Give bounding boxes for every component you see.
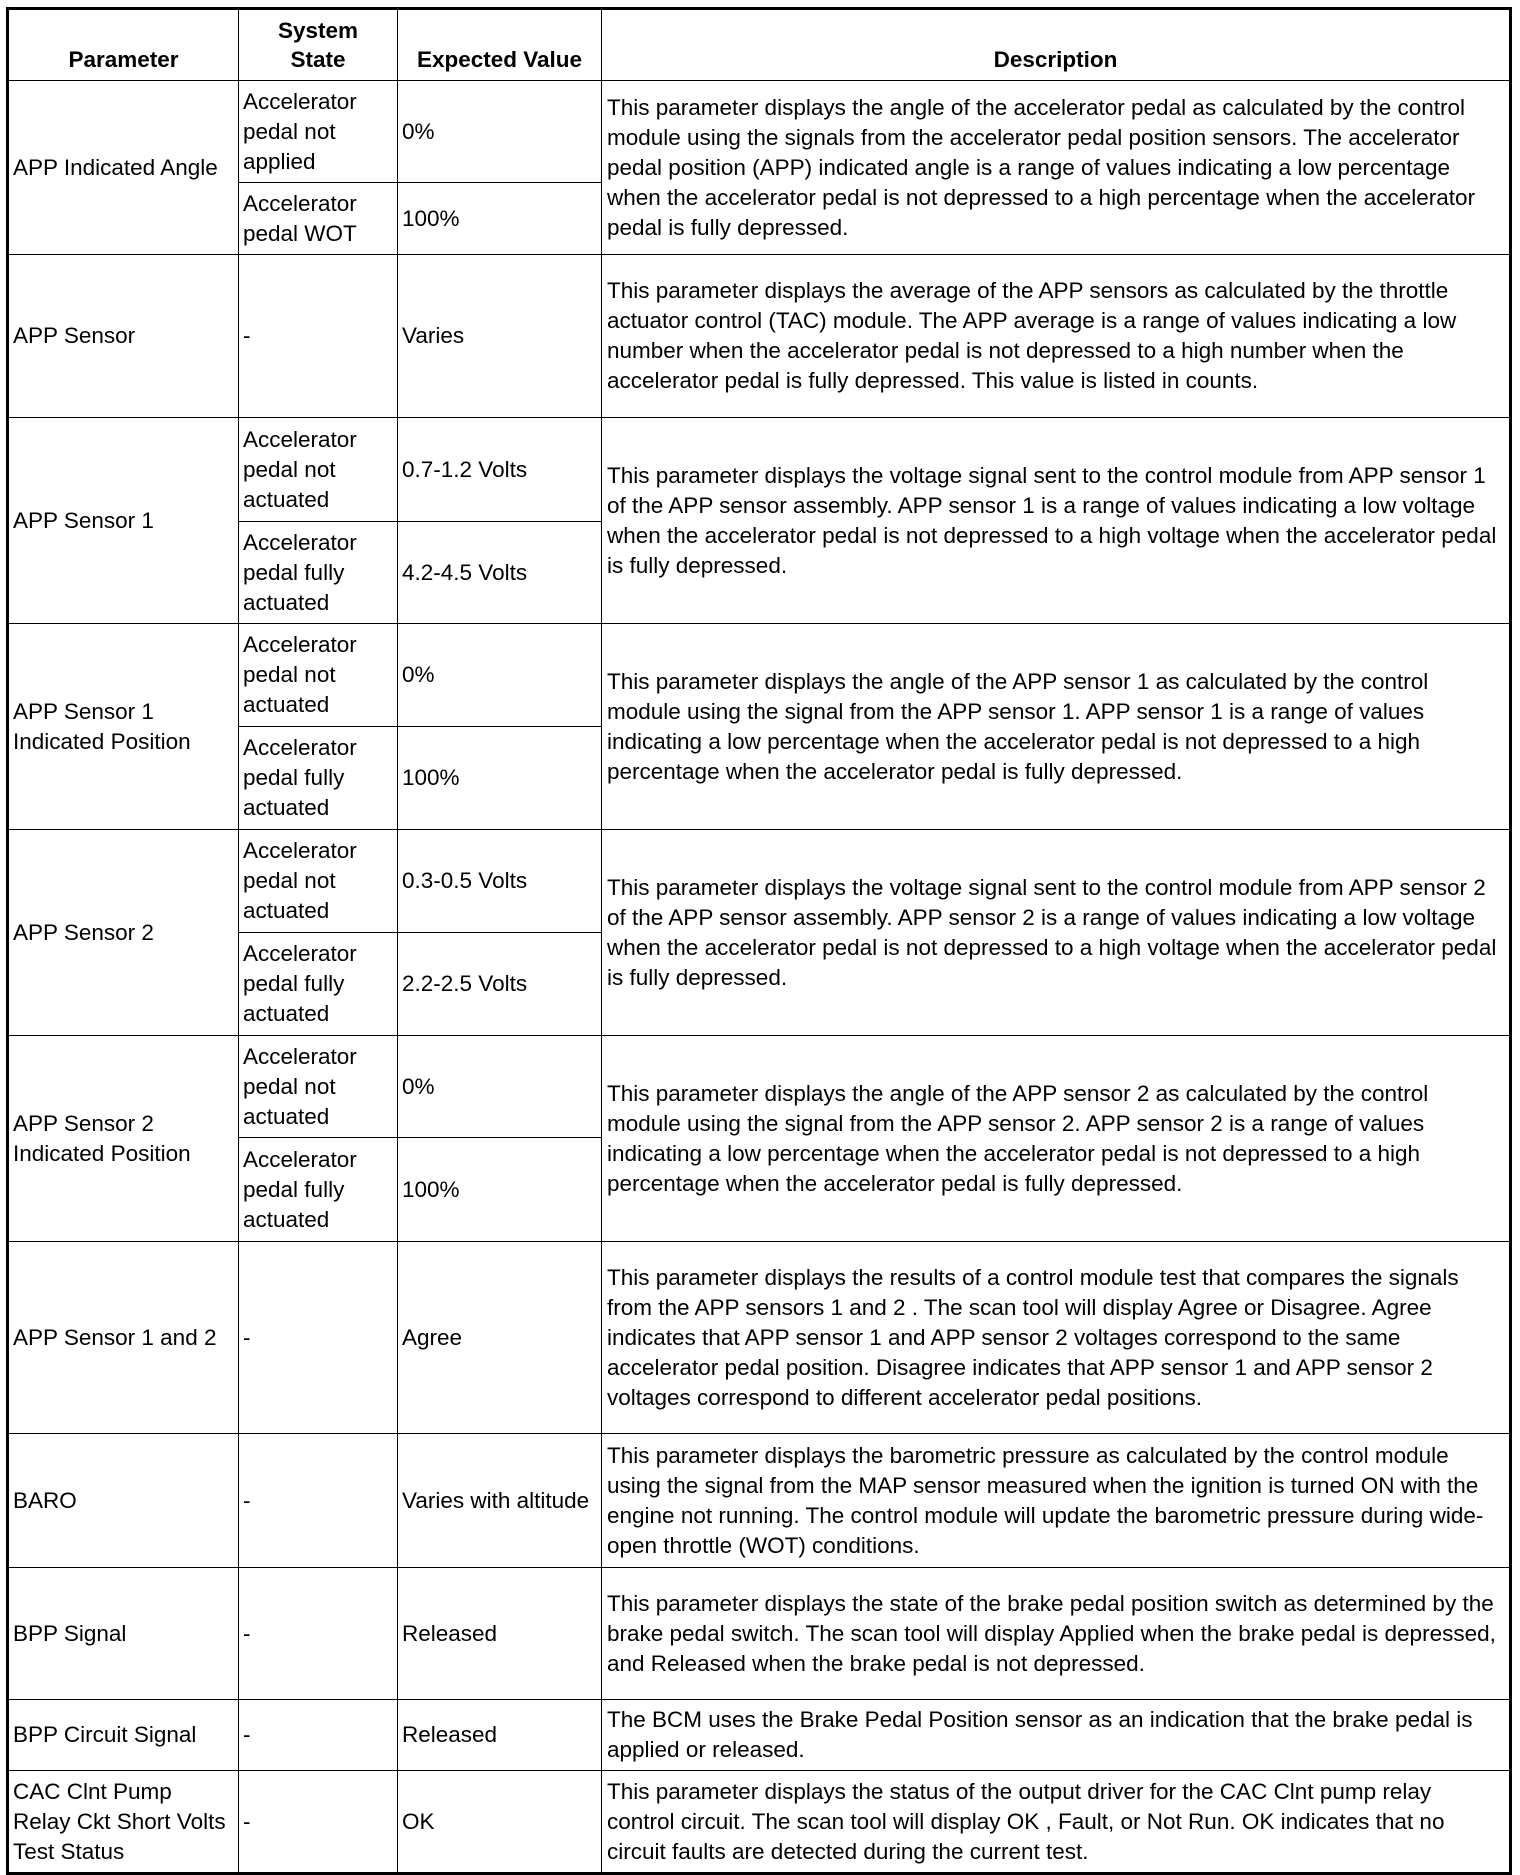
parameter-cell: APP Sensor 1 Indicated Position — [8, 624, 239, 830]
expected-value-cell: 100% — [398, 183, 602, 255]
expected-value-cell: 0.7-1.2 Volts — [398, 418, 602, 522]
description-cell: This parameter displays the barometric pressure as calculated by the control module using the signal from the MAP sensor measured when the ignition is turned ON with the engine not running. The control module will update the barometric pressure during wide-open throttle (WOT) conditions. — [602, 1434, 1511, 1568]
expected-value-cell: 4.2-4.5 Volts — [398, 522, 602, 624]
expected-value-cell: 0% — [398, 81, 602, 183]
system-state-cell: Accelerator pedal not applied — [239, 81, 398, 183]
expected-value-cell: 0% — [398, 1036, 602, 1138]
description-cell: This parameter displays the average of the APP sensors as calculated by the throttle actuator control (TAC) module. The APP average is a range of values indicating a low number when the accelerator pedal is not depressed to a high number when the accelerator pedal is fully depressed. This value is listed in counts. — [602, 255, 1511, 418]
description-cell: This parameter displays the angle of the accelerator pedal as calculated by the control module using the signals from the accelerator pedal position sensors. The accelerator pedal position (APP) indicated angle is a range of values indicating a low percentage when the accelerator pedal is not depressed to a high percentage when the accelerator pedal is fully depressed. — [602, 81, 1511, 255]
parameter-cell: APP Indicated Angle — [8, 81, 239, 255]
expected-value-cell: Varies — [398, 255, 602, 418]
expected-value-cell: Varies with altitude — [398, 1434, 602, 1568]
expected-value-cell: 0.3-0.5 Volts — [398, 830, 602, 933]
table-row — [8, 418, 1511, 522]
parameter-cell: BPP Circuit Signal — [8, 1700, 239, 1771]
parameter-cell: APP Sensor 2 — [8, 830, 239, 1036]
expected-value-cell: Released — [398, 1700, 602, 1771]
table-row — [8, 1568, 1511, 1700]
system-state-cell: - — [239, 1434, 398, 1568]
system-state-cell: - — [239, 1242, 398, 1434]
system-state-cell: - — [239, 1771, 398, 1874]
system-state-cell: - — [239, 255, 398, 418]
header-row — [8, 9, 1511, 81]
table-row — [8, 1036, 1511, 1138]
header-description: Description — [602, 9, 1511, 81]
table-row — [8, 624, 1511, 727]
description-cell: This parameter displays the voltage signal sent to the control module from APP sensor 2 of the APP sensor assembly. APP sensor 2 is a range of values indicating a low voltage when the accelerator pedal is not depressed to a high voltage when the accelerator pedal is fully depressed. — [602, 830, 1511, 1036]
system-state-cell: Accelerator pedal fully actuated — [239, 727, 398, 830]
description-cell: This parameter displays the angle of the APP sensor 2 as calculated by the control module using the signal from the APP sensor 2. APP sensor 2 is a range of values indicating a low percentage when the accelerator pedal is not depressed to a high percentage when the accelerator pedal is fully depressed. — [602, 1036, 1511, 1242]
expected-value-cell: 100% — [398, 1138, 602, 1242]
system-state-cell: Accelerator pedal not actuated — [239, 1036, 398, 1138]
parameter-table — [6, 7, 1512, 1875]
header-system-state: System State — [239, 9, 398, 81]
description-cell: This parameter displays the state of the brake pedal position switch as determined by the brake pedal switch. The scan tool will display Applied when the brake pedal is depressed, and Released when the brake pedal is not depressed. — [602, 1568, 1511, 1700]
system-state-cell: Accelerator pedal fully actuated — [239, 1138, 398, 1242]
description-cell: This parameter displays the voltage signal sent to the control module from APP sensor 1 of the APP sensor assembly. APP sensor 1 is a range of values indicating a low voltage when the accelerator pedal is not depressed to a high voltage when the accelerator pedal is fully depressed. — [602, 418, 1511, 624]
parameter-cell: BPP Signal — [8, 1568, 239, 1700]
expected-value-cell: 0% — [398, 624, 602, 727]
system-state-cell: Accelerator pedal not actuated — [239, 624, 398, 727]
expected-value-cell: OK — [398, 1771, 602, 1874]
parameter-cell: APP Sensor — [8, 255, 239, 418]
table-row — [8, 1242, 1511, 1434]
description-cell: This parameter displays the angle of the APP sensor 1 as calculated by the control module using the signal from the APP sensor 1. APP sensor 1 is a range of values indicating a low percentage when the accelerator pedal is not depressed to a high percentage when the accelerator pedal is fully depressed. — [602, 624, 1511, 830]
parameter-cell: APP Sensor 2 Indicated Position — [8, 1036, 239, 1242]
system-state-cell: Accelerator pedal fully actuated — [239, 522, 398, 624]
table-row — [8, 1771, 1511, 1874]
table-row — [8, 81, 1511, 183]
parameter-cell: CAC Clnt Pump Relay Ckt Short Volts Test Status — [8, 1771, 239, 1874]
expected-value-cell: 2.2-2.5 Volts — [398, 933, 602, 1036]
parameter-cell: BARO — [8, 1434, 239, 1568]
table-row — [8, 255, 1511, 418]
table-row — [8, 1700, 1511, 1771]
system-state-cell: Accelerator pedal fully actuated — [239, 933, 398, 1036]
header-expected-value: Expected Value — [398, 9, 602, 81]
description-cell: This parameter displays the results of a control module test that compares the signals from the APP sensors 1 and 2 . The scan tool will display Agree or Disagree. Agree indicates that APP sensor 1 and APP sensor 2 voltages correspond to the same accelerator pedal position. Disagree indicates that APP sensor 1 and APP sensor 2 voltages correspond to different accelerator pedal positions. — [602, 1242, 1511, 1434]
system-state-cell: - — [239, 1568, 398, 1700]
expected-value-cell: 100% — [398, 727, 602, 830]
table-row — [8, 1434, 1511, 1568]
system-state-cell: Accelerator pedal not actuated — [239, 418, 398, 522]
parameter-cell: APP Sensor 1 and 2 — [8, 1242, 239, 1434]
expected-value-cell: Released — [398, 1568, 602, 1700]
system-state-cell: - — [239, 1700, 398, 1771]
system-state-cell: Accelerator pedal WOT — [239, 183, 398, 255]
system-state-cell: Accelerator pedal not actuated — [239, 830, 398, 933]
header-parameter: Parameter — [8, 9, 239, 81]
description-cell: This parameter displays the status of the output driver for the CAC Clnt pump relay control circuit. The scan tool will display OK , Fault, or Not Run. OK indicates that no circuit faults are detected during the current test. — [602, 1771, 1511, 1874]
parameter-cell: APP Sensor 1 — [8, 418, 239, 624]
description-cell: The BCM uses the Brake Pedal Position sensor as an indication that the brake pedal is applied or released. — [602, 1700, 1511, 1771]
table-row — [8, 830, 1511, 933]
expected-value-cell: Agree — [398, 1242, 602, 1434]
